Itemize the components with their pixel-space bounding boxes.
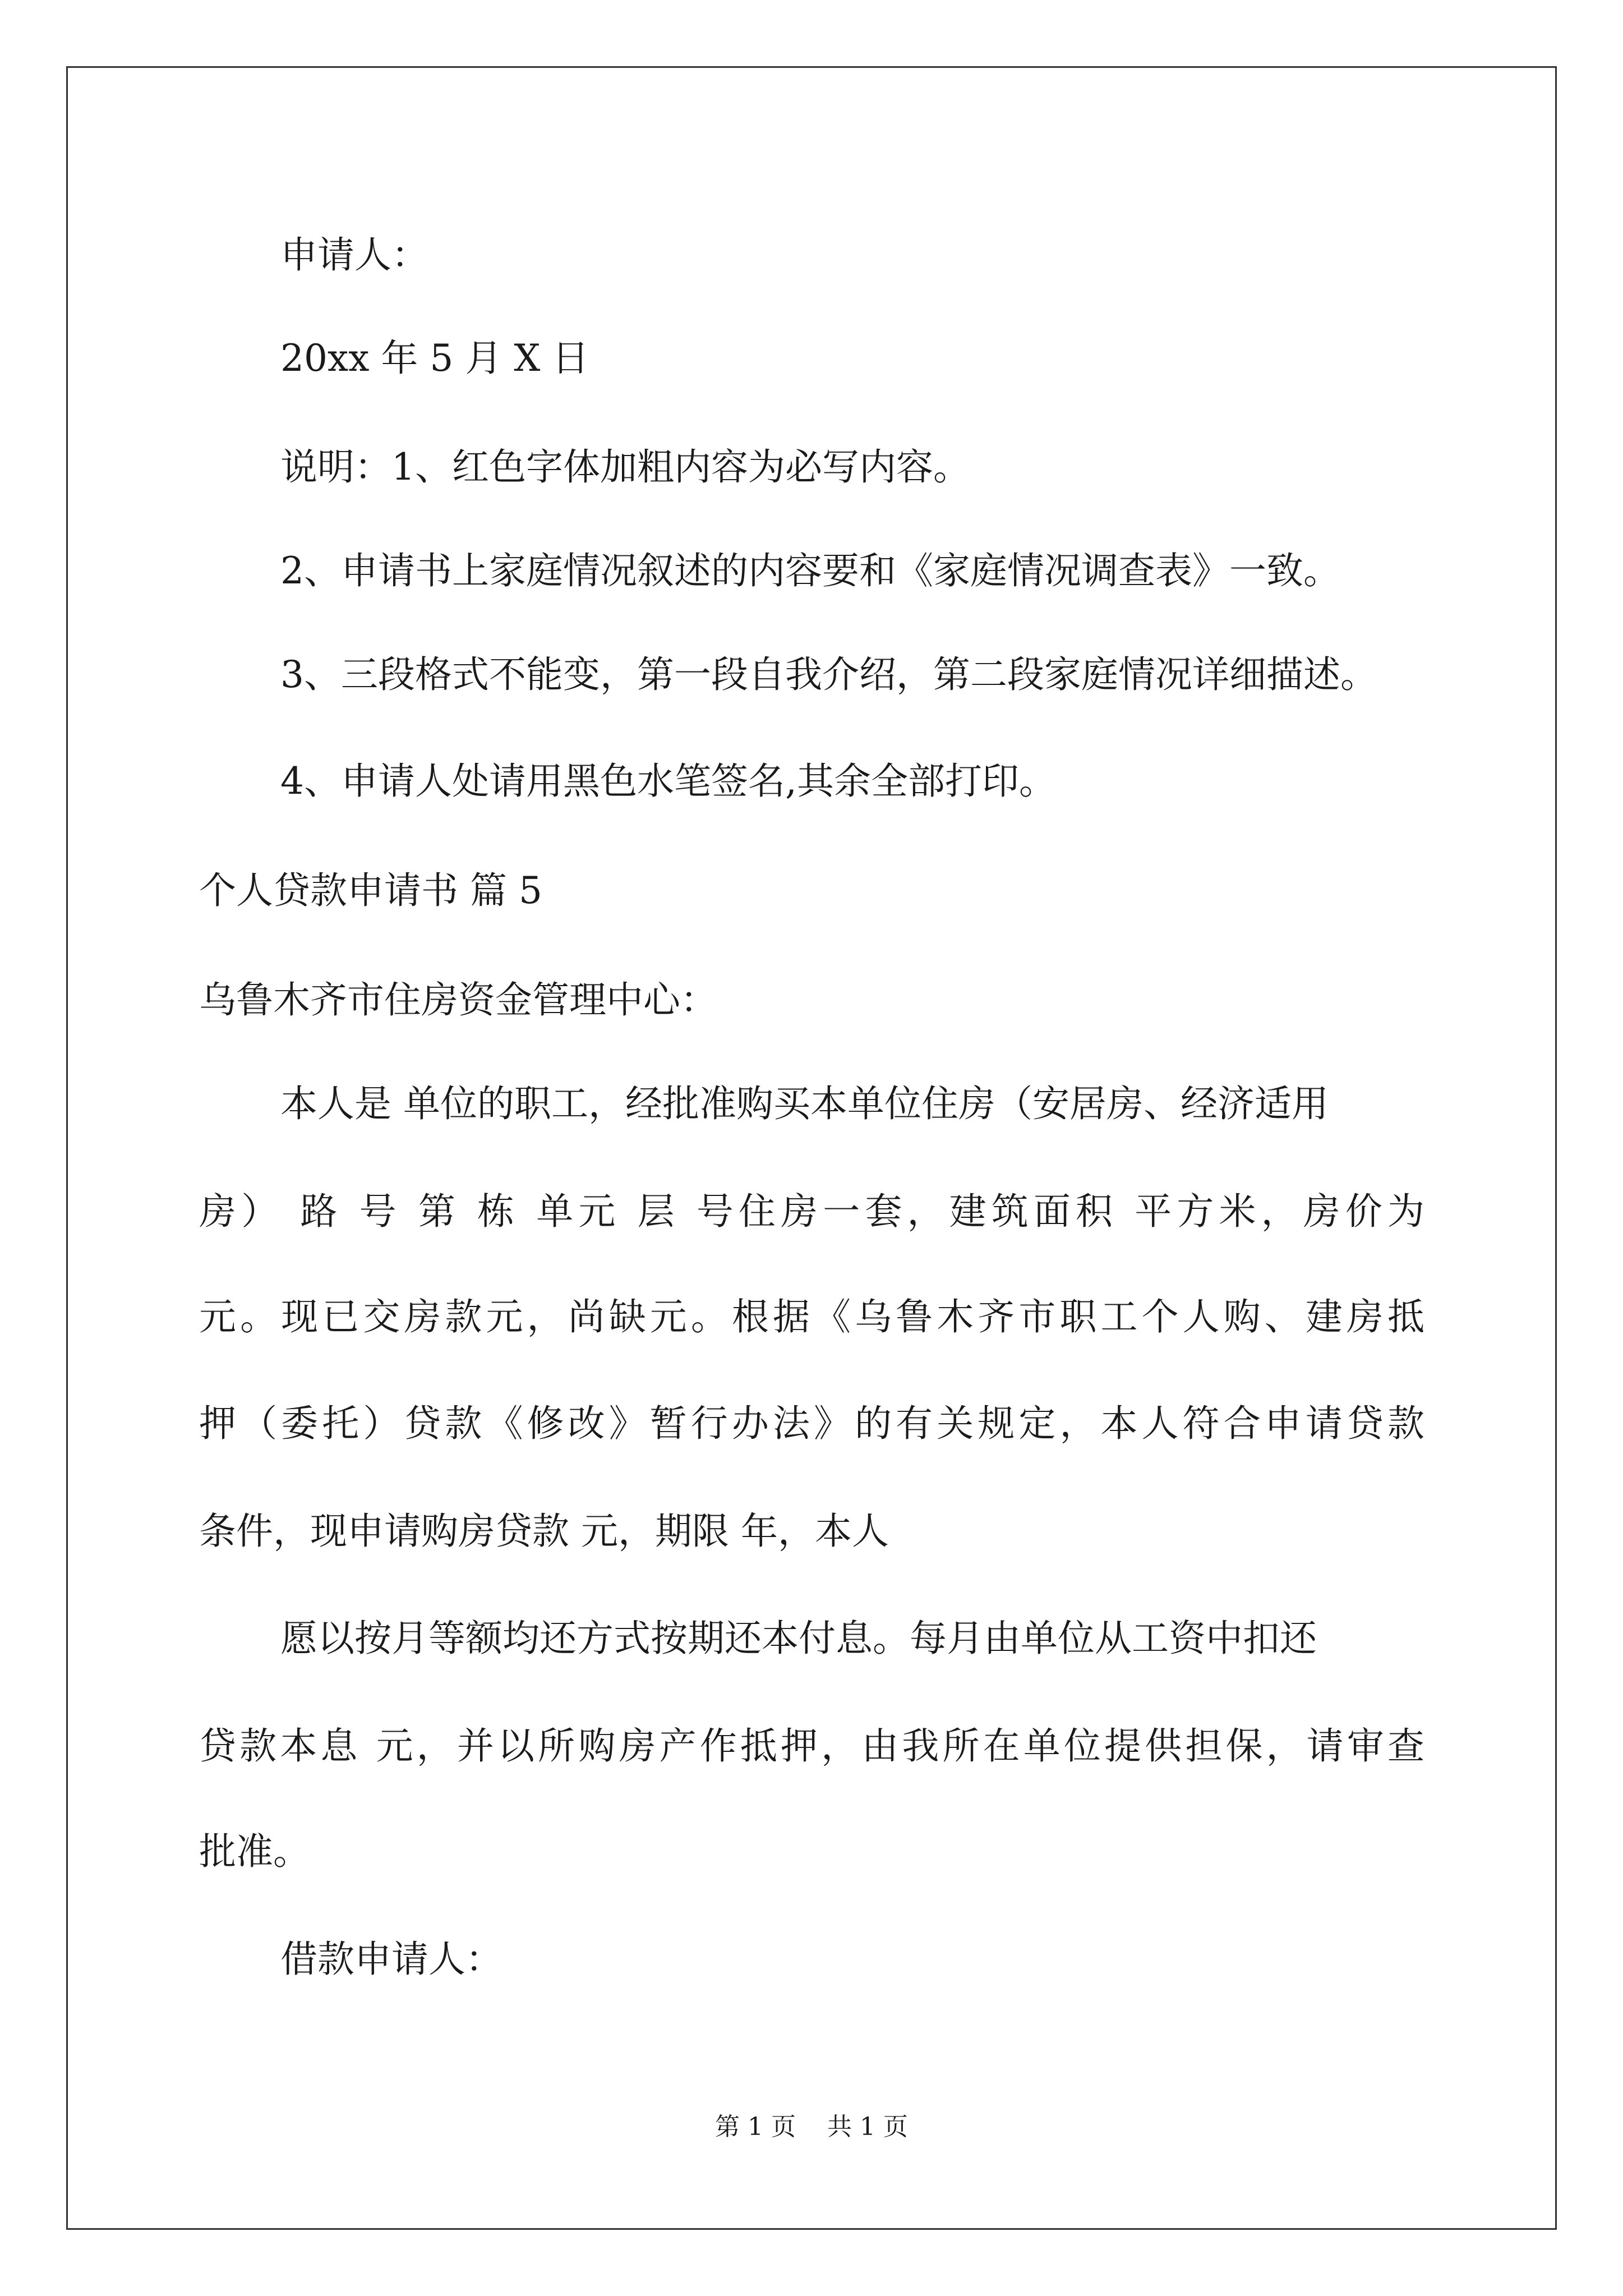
applicant-line: 申请人： bbox=[280, 233, 428, 277]
page-footer: 第 1 页 共 1 页 bbox=[715, 2113, 908, 2141]
date-line: 20xx 年 5 月 X 日 bbox=[280, 337, 589, 380]
note-line-2: 2、申请书上家庭情况叙述的内容要和《家庭情况调查表》一致。 bbox=[280, 549, 1340, 592]
body-paragraph-1-line-2: 房） 路 号 第 栋 单元 层 号住房一套，建筑面积 平方米，房价为 bbox=[199, 1190, 1424, 1233]
body-paragraph-1-line-4: 押（委托）贷款《修改》暂行办法》的有关规定，本人符合申请贷款 bbox=[199, 1402, 1424, 1445]
body-paragraph-2-line-1: 愿以按月等额均还方式按期还本付息。每月由单位从工资中扣还 bbox=[280, 1617, 1317, 1660]
borrower-signature-line: 借款申请人： bbox=[280, 1938, 502, 1981]
body-paragraph-1-line-1: 本人是 单位的职工，经批准购买本单位住房（安居房、经济适用 bbox=[280, 1082, 1329, 1125]
note-line-1: 说明：1、红色字体加粗内容为必写内容。 bbox=[280, 445, 970, 489]
note-line-3: 3、三段格式不能变，第一段自我介绍，第二段家庭情况详细描述。 bbox=[280, 653, 1377, 696]
body-paragraph-2-line-3: 批准。 bbox=[199, 1830, 310, 1873]
note-line-4: 4、申请人处请用黑色水笔签名,其余全部打印。 bbox=[280, 760, 1056, 803]
addressee: 乌鲁木齐市住房资金管理中心： bbox=[199, 978, 717, 1022]
section-heading: 个人贷款申请书 篇 5 bbox=[199, 869, 542, 912]
body-paragraph-1-line-5: 条件，现申请购房贷款 元，期限 年，本人 bbox=[199, 1510, 889, 1553]
body-paragraph-1-line-3: 元。现已交房款元，尚缺元。根据《乌鲁木齐市职工个人购、建房抵 bbox=[199, 1295, 1424, 1338]
page-frame bbox=[66, 66, 1557, 2230]
body-paragraph-2-line-2: 贷款本息 元，并以所购房产作抵押，由我所在单位提供担保，请审查 bbox=[199, 1724, 1424, 1768]
